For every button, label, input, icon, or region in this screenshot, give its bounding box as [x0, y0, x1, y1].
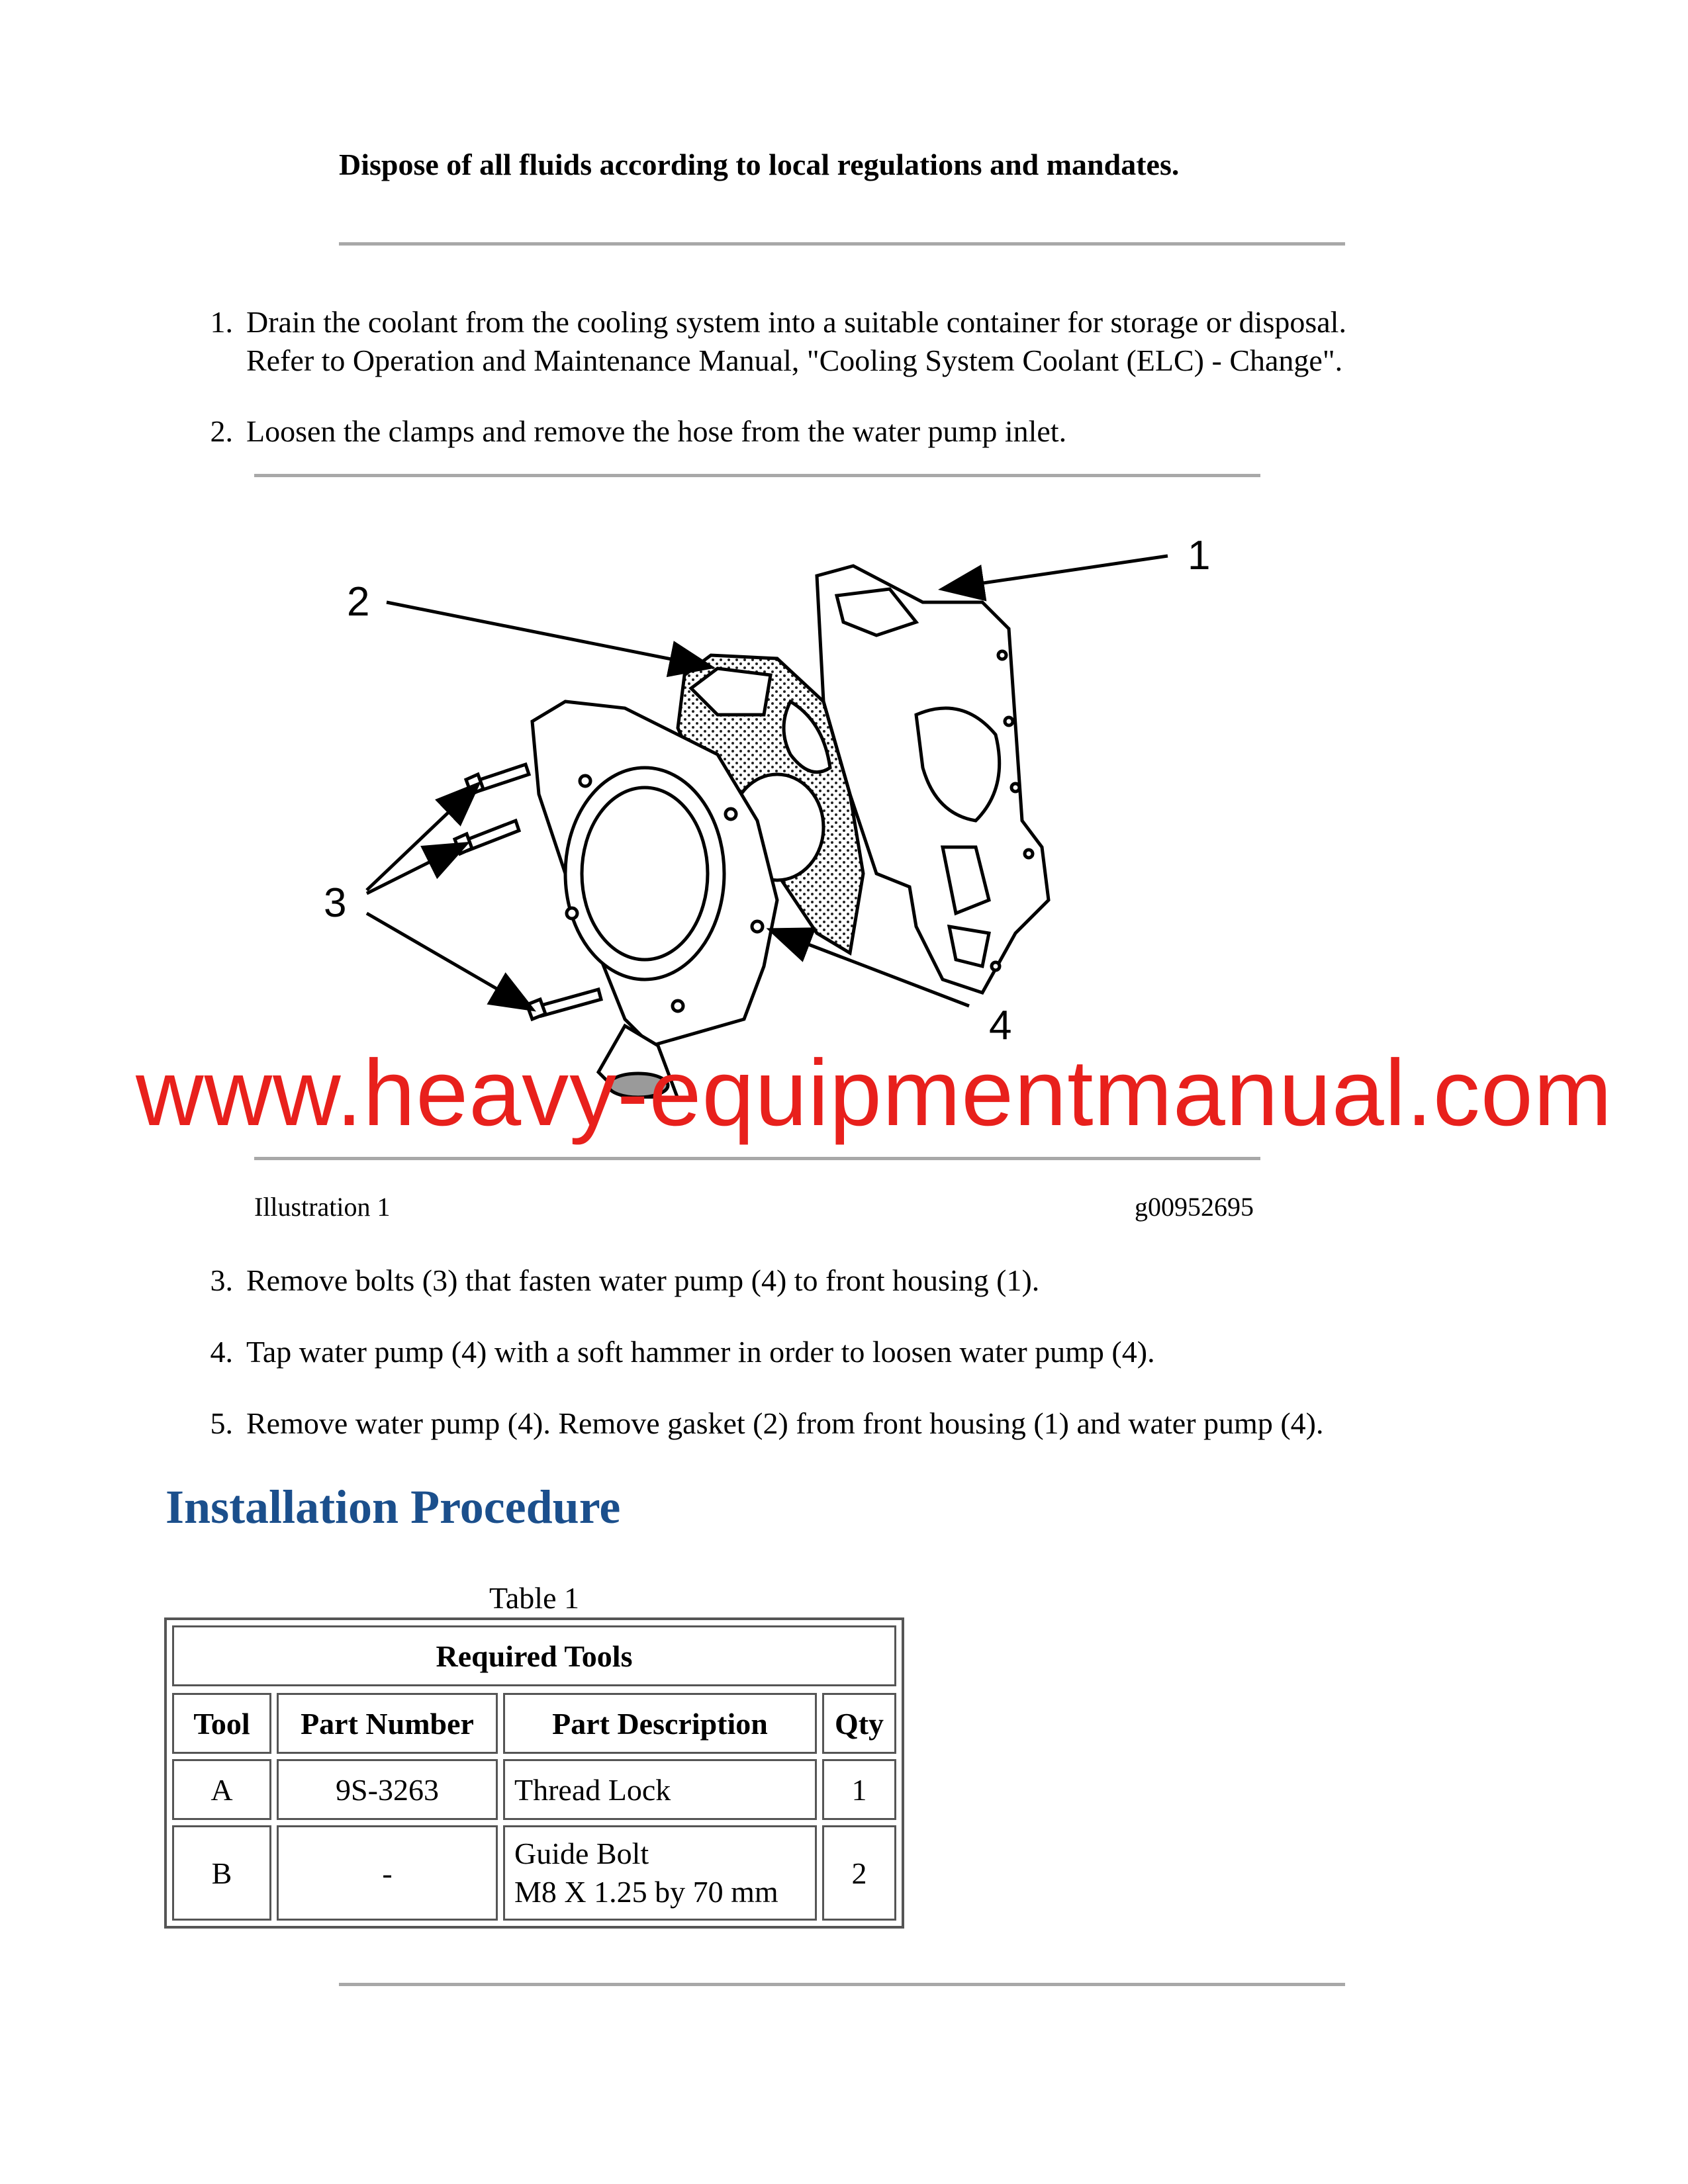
illustration-label: Illustration 1 [254, 1192, 391, 1222]
header-part-number: Part Number [277, 1693, 498, 1754]
callout-1: 1 [1188, 533, 1211, 578]
step-number: 3. [210, 1263, 233, 1297]
section-heading: Installation Procedure [165, 1480, 621, 1533]
description-line: M8 X 1.25 by 70 mm [514, 1875, 778, 1909]
step-number: 4. [210, 1335, 233, 1369]
description-line: Guide Bolt [514, 1837, 649, 1870]
divider [254, 1157, 1260, 1160]
step-text-line: Drain the coolant from the cooling system into a suitable container for storage or disposal. [246, 305, 1346, 339]
header-qty: Qty [822, 1693, 896, 1754]
callout-4: 4 [989, 1003, 1012, 1048]
row-a-qty: 1 [822, 1759, 896, 1820]
header-tool: Tool [172, 1693, 271, 1754]
illustration-id: g00952695 [1135, 1192, 1254, 1222]
divider [254, 474, 1260, 477]
step-text: Tap water pump (4) with a soft hammer in order to loosen water pump (4). [246, 1335, 1155, 1369]
row-a-part-number: 9S-3263 [277, 1759, 498, 1820]
step-text: Remove water pump (4). Remove gasket (2) from front housing (1) and water pump (4). [246, 1406, 1324, 1440]
step-number: 5. [210, 1406, 233, 1440]
table-caption: Table 1 [489, 1581, 579, 1615]
step-text: Remove bolts (3) that fasten water pump (4) to front housing (1). [246, 1263, 1040, 1297]
step-text-line: Refer to Operation and Maintenance Manual, "Cooling System Coolant (ELC) - Change". [246, 343, 1343, 377]
divider [339, 1983, 1345, 1986]
step-number: 2. [210, 414, 233, 448]
callout-3: 3 [324, 880, 347, 926]
row-b-qty: 2 [822, 1825, 896, 1921]
warning-text: Dispose of all fluids according to local regulations and mandates. [339, 148, 1180, 181]
step-number: 1. [210, 305, 233, 339]
callout-2: 2 [347, 579, 370, 625]
water-pump-illustration [254, 503, 1260, 1099]
row-b-tool: B [172, 1825, 271, 1921]
table-title: Required Tools [172, 1625, 896, 1686]
step-text-line: Loosen the clamps and remove the hose from the water pump inlet. [246, 414, 1067, 448]
watermark-url: www.heavy-equipmentmanual.com [136, 1040, 1613, 1146]
row-a-description: Thread Lock [503, 1759, 817, 1820]
required-tools-table [164, 1617, 904, 1929]
row-b-description [503, 1825, 817, 1921]
row-a-tool: A [172, 1759, 271, 1820]
header-part-description: Part Description [503, 1693, 817, 1754]
divider [339, 242, 1345, 246]
row-b-part-number: - [277, 1825, 498, 1921]
